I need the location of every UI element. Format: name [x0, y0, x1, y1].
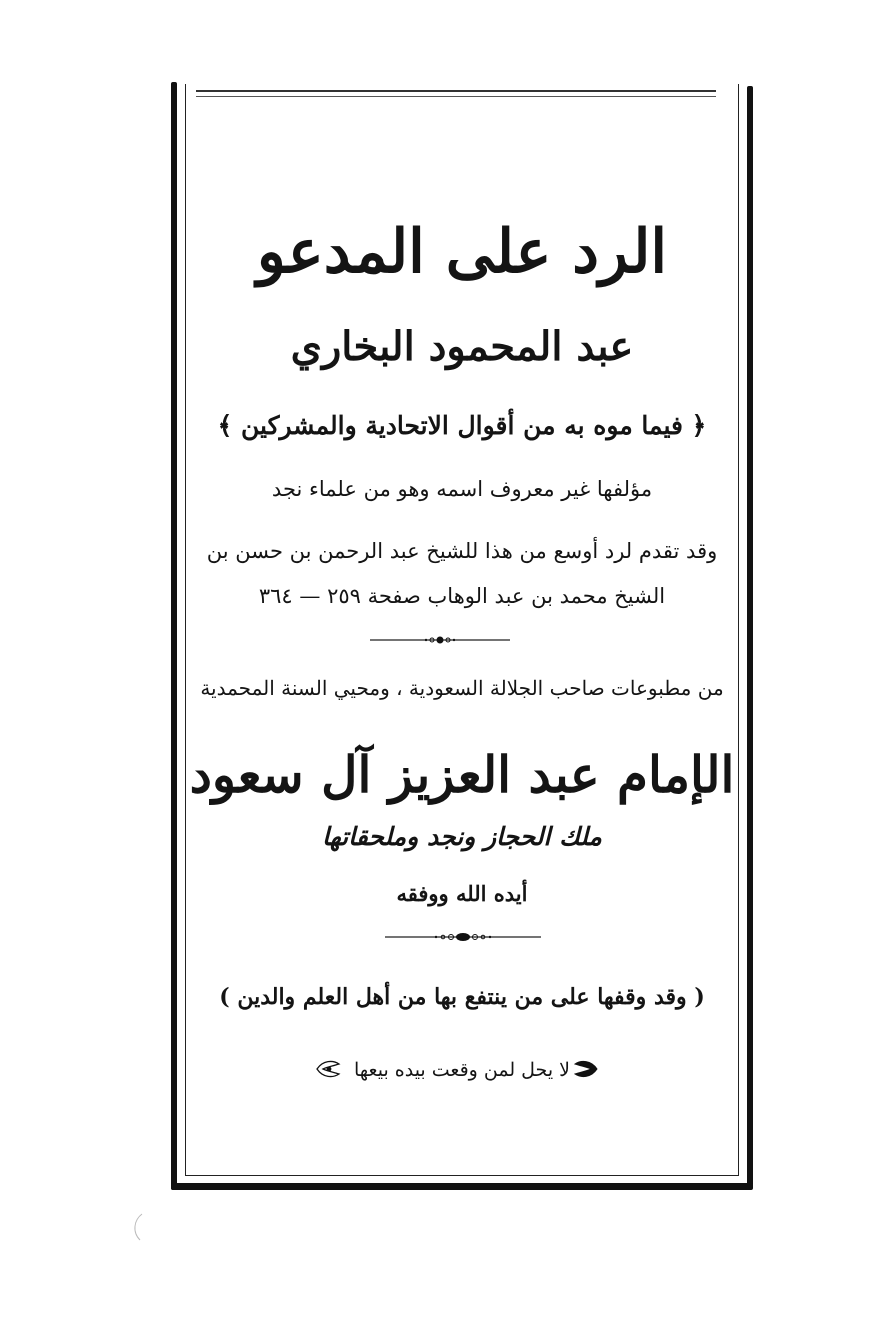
king-title: ملك الحجاز ونجد وملحقاتها — [322, 822, 602, 851]
publisher-statement: من مطبوعات صاحب الجلالة السعودية ، ومحيي السنة المحمدية — [200, 676, 724, 700]
border-left-rule — [171, 82, 177, 1190]
note-author-unknown: مؤلفها غير معروف اسمه وهو من علماء نجد — [271, 477, 653, 501]
not-for-sale-notice: لا يحل لمن وقعت بيده بيعها — [354, 1059, 570, 1081]
arabesque-fleuron-icon — [573, 1058, 599, 1080]
king-name: الإمام عبد العزيز آل سعود — [189, 745, 735, 804]
arabesque-fleuron-icon — [315, 1058, 341, 1080]
floral-divider-icon — [370, 633, 510, 647]
book-author-subject: عبد المحمود البخاري — [290, 323, 634, 370]
floral-divider-icon — [385, 930, 541, 944]
border-right-rule — [747, 86, 753, 1186]
book-title: الرد على المدعو — [256, 217, 668, 287]
note-prior-refutation-line-1: وقد تقدم لرد أوسع من هذا للشيخ عبد الرحمن بن حسن بن — [206, 539, 718, 563]
endowment-statement: ( وقد وقفها على من ينتفع بها من أهل العلم والدين ) — [219, 984, 705, 1010]
blessing-line: أيده الله ووفقه — [396, 881, 528, 906]
border-bottom-rule — [171, 1183, 753, 1190]
note-prior-refutation-line-2: الشيخ محمد بن عبد الوهاب صفحة ٢٥٩ — ٣٦٤ — [258, 584, 666, 608]
scan-artifact-mark — [128, 1212, 148, 1242]
book-subtitle: ﴿ فيما موه به من أقوال الاتحادية والمشركين ﴾ — [217, 411, 707, 440]
border-top-rule — [196, 90, 716, 92]
border-top-rule-thin — [196, 96, 716, 97]
